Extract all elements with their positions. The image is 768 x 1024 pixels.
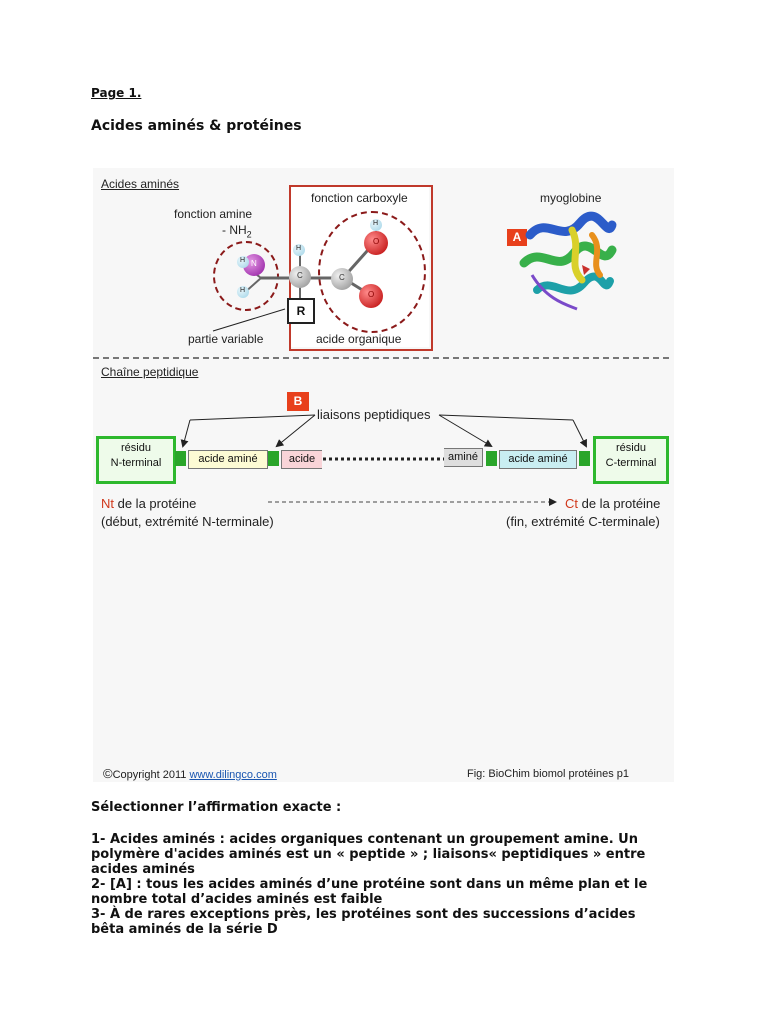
answer-list: [91, 832, 671, 937]
question-prompt: Sélectionner l’affirmation exacte :: [91, 800, 342, 815]
answer-option-2[interactable]: 2- [A] : tous les acides aminés d’une protéine sont dans un même plan et le nombre total d’acides aminés est faible: [91, 877, 648, 907]
amino-acid-box-partial-left: acide: [281, 450, 322, 469]
c-terminal-residue: résidu C-terminal: [593, 436, 669, 484]
peptide-bonds-label: liaisons peptidiques: [317, 407, 431, 422]
organic-acid-label: acide organique: [316, 332, 402, 346]
ct-label: Ct de la protéine: [565, 496, 661, 511]
section-separator: [93, 357, 669, 359]
amino-acid-box-1: acide aminé: [188, 450, 268, 469]
myoglobin-label: myoglobine: [540, 191, 602, 205]
amino-acid-box-2: acide aminé: [499, 450, 577, 469]
section-peptide-chain-label: Chaîne peptidique: [101, 365, 199, 379]
copyright: ©Copyright 2011 www.dilingco.com: [103, 766, 277, 781]
peptide-bond-marker: [579, 451, 590, 466]
peptide-bond-marker: [486, 451, 497, 466]
partie-variable-pointer: [213, 309, 285, 331]
answer-option-3[interactable]: 3- À de rares exceptions près, les protéines sont des successions d’acides bêta aminés de la série D: [91, 907, 636, 937]
copyright-link[interactable]: www.dilingco.com: [189, 769, 277, 781]
nt-description: (début, extrémité N-terminale): [101, 514, 274, 529]
nt-label: Nt de la protéine: [101, 496, 197, 511]
ct-description: (fin, extrémité C-terminale): [506, 514, 660, 529]
carboxyl-function-label: fonction carboxyle: [311, 191, 408, 205]
nh2-label: - $NH_2$: [222, 223, 252, 240]
n-terminal-residue: résidu N-terminal: [96, 436, 176, 484]
page-title: Acides aminés & protéines: [91, 118, 302, 134]
variable-part-label: partie variable: [188, 332, 264, 346]
peptide-bond-marker: [175, 451, 186, 466]
amine-function-label: fonction amine: [174, 207, 253, 221]
page-label: Page 1.: [91, 86, 142, 100]
tag-a: A: [507, 229, 527, 246]
amino-acid-box-partial-right: aminé: [444, 448, 483, 467]
peptide-bond-marker: [268, 451, 279, 466]
myoglobin-structure-image: [512, 205, 622, 315]
answer-option-1[interactable]: 1- Acides aminés : acides organiques contenant un groupement amine. Un polymère d'acides aminés est un « peptide » ; liaisons« peptidiques » entre acides aminés: [91, 832, 646, 877]
tag-b: B: [287, 392, 309, 411]
figure-caption: Fig: BioChim biomol protéines p1: [467, 768, 630, 780]
r-group-box: R: [287, 298, 315, 324]
section-amino-acids-label: Acides aminés: [101, 177, 180, 191]
